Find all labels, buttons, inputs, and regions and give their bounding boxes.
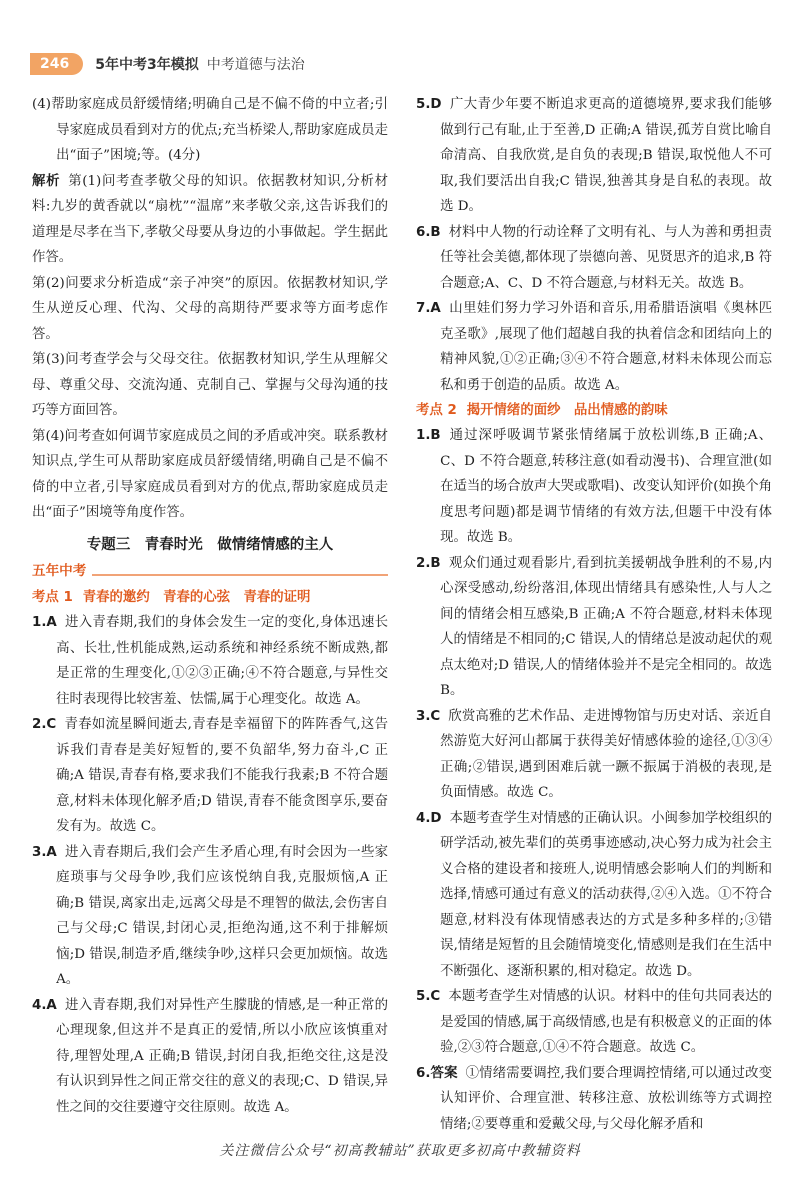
answer-label: 4.D bbox=[416, 810, 442, 826]
answer-item: 3.C 欣赏高雅的艺术作品、走进博物馆与历史对话、亲近自然游览大好河山都属于获得美好情感体验的途径,①③④正确;②错误,遇到困难后就一蹶不振属于消极的表现,是负面情感。故选 C。 bbox=[416, 708, 772, 800]
answer-item: 5.D 广大青少年要不断追求更高的道德境界,要求我们能够做到行己有耻,止于至善,D 正确;A 错误,孤芳自赏比喻自命清高、自我欣赏,是自负的表现;B 错误,取悦他人不可取,我们要活出自我;C 错误,独善其身是自私的表现。故选 D。 bbox=[416, 97, 772, 214]
topic-text: 青春的邀约 青春的心弦 青春的证明 bbox=[82, 590, 311, 605]
answer-label: 6.答案 bbox=[416, 1065, 458, 1081]
answer-item: 5.C 本题考查学生对情感的认识。材料中的佳句共同表达的是爱国的情感,属于高级情感,也是有积极意义的正面的体验,②③符合题意,①④不符合题意。故选 C。 bbox=[416, 989, 772, 1055]
topic-text: 揭开情绪的面纱 品出情感的韵味 bbox=[466, 403, 668, 418]
answer-item: 2.B 观众们通过观看影片,看到抗美援朝战争胜利的不易,内心深受感动,纷纷落泪,体现出情绪具有感染性,人与人之间的情绪会相互感染,B 正确;A 不符合题意,材料未体现人的情绪是不相同的;C 错误,人的情绪总是波动起伏的观点太绝对;D 错误,人的情绪体验并不是完全相同的。故选 B。 bbox=[416, 555, 772, 698]
answer-item: 4.D 本题考查学生对情感的正确认识。小闽参加学校组织的研学活动,被先辈们的英勇事迹感动,决心努力成为社会主义合格的建设者和接班人,说明情感会影响人们的判断和选择,情感可通过有意义的活动获得,②④入选。①不符合题意,材料没有体现情感表达的方式是多种多样的;③错误,情绪是短暂的且会随情境变化,情感则是我们在生活中不断强化、逐渐积累的,相对稳定。故选 D。 bbox=[416, 810, 772, 979]
subject-title: 中考道德与法治 bbox=[206, 57, 305, 73]
section-header bbox=[32, 560, 388, 582]
answer-part-4: (4)帮助家庭成员舒缓情绪;明确自己是不偏不倚的中立者;引导家庭成员看到对方的优点;充当桥梁人,帮助家庭成员走出“面子”困境;等。(4分) bbox=[32, 97, 388, 163]
answer-label: 2.C bbox=[32, 717, 57, 732]
answer-item: 7.A 山里娃们努力学习外语和音乐,用希腊语演唱《奥林匹克圣歌》,展现了他们超越自我的执着信念和团结向上的精神风貌,①②正确;③④不符合题意,材料未体现公而忘私和勇于创造的品质。故选 A。 bbox=[416, 301, 772, 393]
analysis-paragraph: 解析 第(1)问考查孝敬父母的知识。依据教材知识,分析材料:九岁的黄香就以“扇枕”“温席”来孝敬父亲,这告诉我们的道理是尽孝在当下,孝敬父母要从身边的小事做起。学生据此作答。 bbox=[32, 173, 388, 265]
analysis-paragraph: 第(4)问考查如何调节家庭成员之间的矛盾或冲突。联系教材知识点,学生可从帮助家庭成员舒缓情绪,明确自己是不偏不倚的中立者,引导家庭成员看到对方的优点,帮助家庭成员走出“面子”困境等角度作答。 bbox=[32, 428, 388, 520]
footer-note: 关注微信公众号“初高教辅站”获取更多初高中教辅资料 bbox=[219, 1143, 581, 1159]
answer-label: 5.C bbox=[416, 989, 441, 1004]
answer-label: 4.A bbox=[32, 997, 57, 1013]
section-divider bbox=[92, 574, 388, 576]
answer-label: 6.B bbox=[416, 224, 441, 240]
answer-item: 1.B 通过深呼吸调节紧张情绪属于放松训练,B 正确;A、C、D 不符合题意,转移注意(如看动漫书)、合理宣泄(如在适当的场合放声大哭或歌唱)、改变认知评价(如换个角度思考问题)都是调节情绪的有效方法,但题干中没有体现。故选 B。 bbox=[416, 428, 772, 545]
analysis-paragraph: 第(2)问要求分析造成“亲子冲突”的原因。依据教材知识,学生从逆反心理、代沟、父母的高期待严要求等方面考虑作答。 bbox=[32, 275, 388, 342]
answer-label: 1.B bbox=[416, 428, 441, 443]
analysis-label: 解析 bbox=[32, 173, 61, 189]
topic-heading bbox=[32, 585, 388, 610]
answer-item: 1.A 进入青春期,我们的身体会发生一定的变化,身体迅速长高、长壮,性机能成熟,运动系统和神经系统不断成熟,都是正常的生理变化,①②③正确;④不符合题意,与异性交往时表现得比较害羞、怯懦,属于心理变化。故选 A。 bbox=[32, 615, 388, 707]
chapter-title: 专题三 青春时光 做情绪情感的主人 bbox=[86, 536, 334, 553]
answer-label: 3.A bbox=[32, 844, 57, 860]
section-title: 五年中考 bbox=[32, 563, 87, 579]
page-number: 246 bbox=[30, 53, 83, 75]
answer-item: 6.答案 ①情绪需要调控,我们要合理调控情绪,可以通过改变认知评价、合理宣泄、转移注意、放松训练等方式调控情绪;②要尊重和爱戴父母,与父母化解矛盾和 bbox=[416, 1065, 773, 1132]
answer-item: 4.A 进入青春期,我们对异性产生朦胧的情感,是一种正常的心理现象,但这并不是真正的爱情,所以小欣应该慎重对待,理智处理,A 正确;B 错误,封闭自我,拒绝交往,这是没有认识到异性之间正常交往的意义的表现;C、D 错误,异性之间的交往要遵守交往原则。故选 A。 bbox=[32, 997, 388, 1115]
left-column bbox=[32, 92, 388, 1120]
answer-label: 1.A bbox=[32, 615, 57, 630]
answer-label: 2.B bbox=[416, 555, 441, 571]
topic-label: 考点 1 bbox=[32, 590, 73, 605]
answer-label: 5.D bbox=[416, 97, 442, 112]
answer-item: 2.C 青春如流星瞬间逝去,青春是幸福留下的阵阵香气,这告诉我们青春是美好短暂的,要不负韶华,努力奋斗,C 正确;A 错误,青春有格,要求我们不能我行我素;B 不符合题意,材料未体现化解矛盾;D 错误,青春不能贪图享乐,要奋发有为。故选 C。 bbox=[32, 717, 388, 834]
topic-label: 考点 2 bbox=[416, 403, 457, 418]
answer-item: 6.B 材料中人物的行动诠释了文明有礼、与人为善和勇担责任等社会美德,都体现了崇德向善、见贤思齐的追求,B 符合题意;A、C、D 不符合题意,与材料无关。故选 B。 bbox=[416, 224, 772, 291]
topic-heading bbox=[416, 398, 772, 423]
answer-item: 3.A 进入青春期后,我们会产生矛盾心理,有时会因为一些家庭琐事与父母争吵,我们应该悦纳自我,克服烦恼,A 正确;B 错误,离家出走,远离父母是不理智的做法,会伤害自己与父母;C 错误,封闭心灵,拒绝沟通,这不利于排解烦恼;D 错误,制造矛盾,继续争吵,这样只会更加烦恼。故选 A。 bbox=[32, 844, 388, 987]
book-title: 5年中考3年模拟 bbox=[95, 57, 199, 73]
analysis-paragraph: 第(3)问考查学会与父母交往。依据教材知识,学生从理解父母、尊重父母、交流沟通、克制自己、掌握与父母沟通的技巧等方面回答。 bbox=[32, 352, 388, 418]
answer-label: 7.A bbox=[416, 301, 441, 316]
page-header bbox=[30, 52, 305, 76]
right-column bbox=[416, 92, 772, 1137]
answer-label: 3.C bbox=[416, 708, 441, 724]
